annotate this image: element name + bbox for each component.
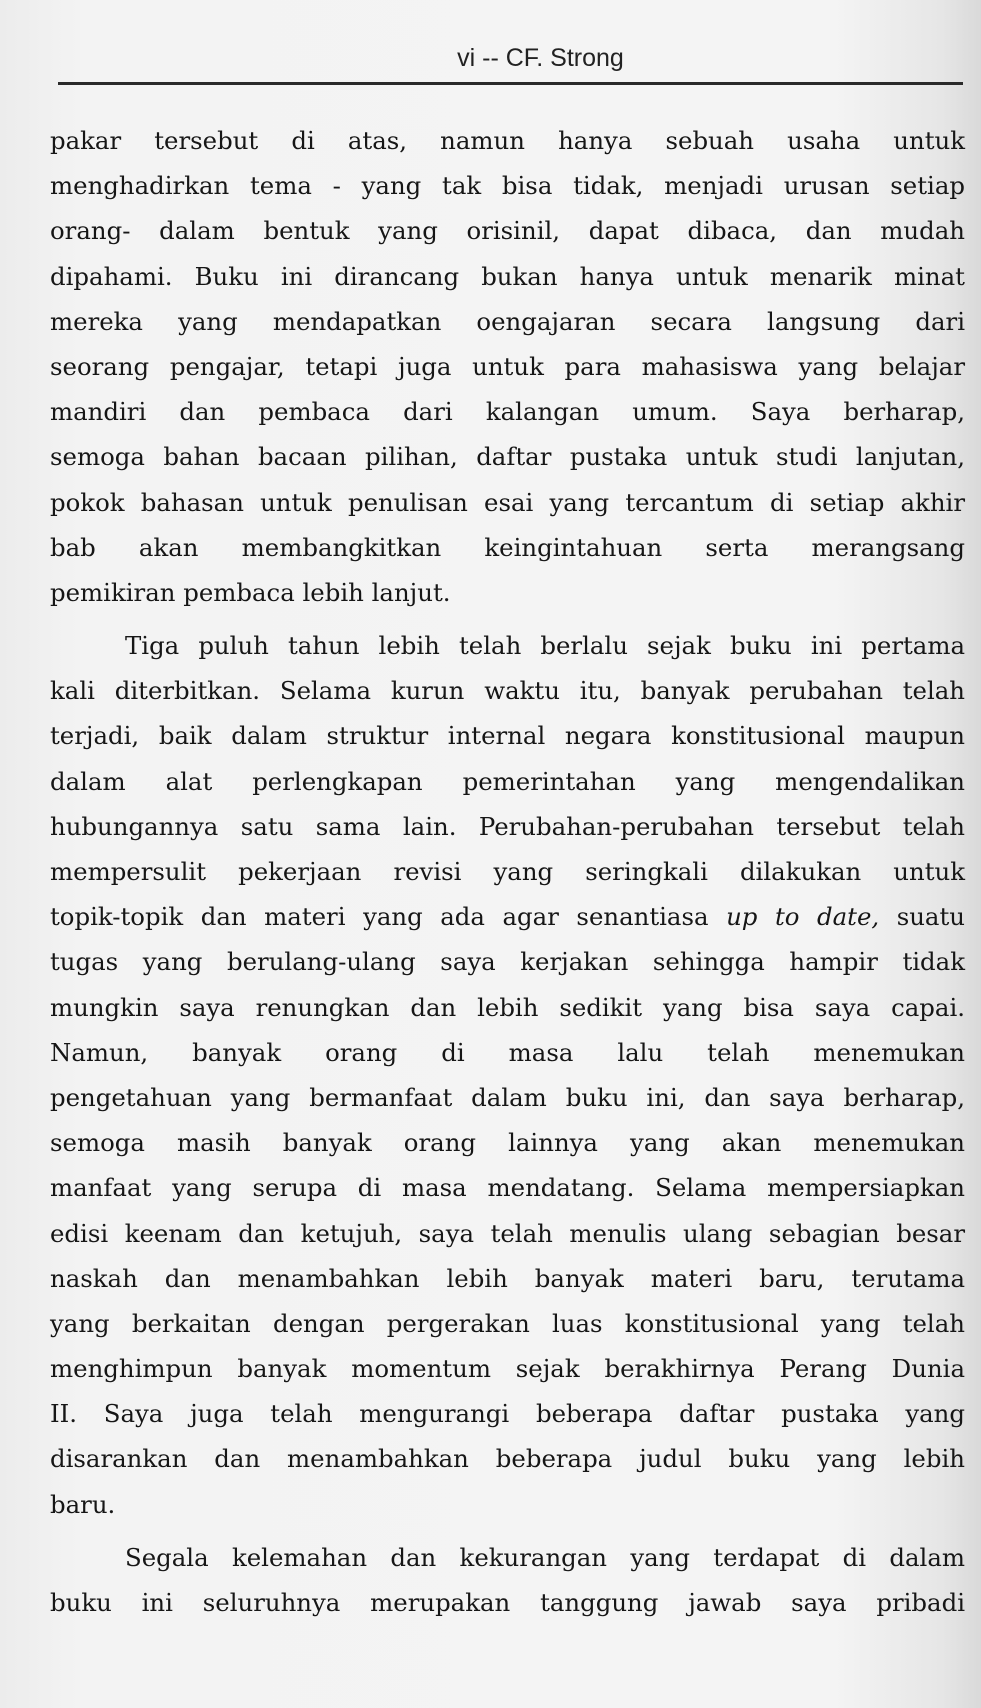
text-line: baru. <box>50 1489 116 1519</box>
text-line: semoga masih banyak orang lainnya yang akan menemukan <box>50 1128 965 1158</box>
text-line: semoga bahan bacaan pilihan, daftar pustaka untuk studi lanjutan, <box>50 442 965 472</box>
body-text <box>50 118 965 1625</box>
text-segment: suatu <box>879 902 965 932</box>
text-line: pengetahuan yang bermanfaat dalam buku ini, dan saya berharap, <box>50 1082 965 1112</box>
text-line: yang berkaitan dengan pergerakan luas konstitusional yang telah <box>50 1308 965 1338</box>
text-line: orang- dalam bentuk yang orisinil, dapat dibaca, dan mudah <box>50 216 965 246</box>
header-rule <box>58 82 963 85</box>
text-line: Segala kelemahan dan kekurangan yang terdapat di dalam <box>125 1542 965 1572</box>
text-line: terjadi, baik dalam struktur internal negara konstitusional maupun <box>50 721 965 751</box>
running-head: vi -- CF. Strong <box>457 44 624 72</box>
text-line: mempersulit pekerjaan revisi yang seringkali dilakukan untuk <box>50 857 965 886</box>
paragraph-gap <box>50 615 965 623</box>
text-line: edisi keenam dan ketujuh, saya telah menulis ulang sebagian besar <box>50 1218 965 1248</box>
text-line: dipahami. Buku ini dirancang bukan hanya untuk menarik minat <box>50 261 965 291</box>
text-line: naskah dan menambahkan lebih banyak materi baru, terutama <box>50 1263 965 1293</box>
text-line: hubungannya satu sama lain. Perubahan-perubahan tersebut telah <box>50 811 965 841</box>
text-line: mereka yang mendapatkan oengajaran secara langsung dari <box>50 306 965 336</box>
text-line: II. Saya juga telah mengurangi beberapa daftar pustaka yang <box>50 1399 965 1429</box>
text-line: pemikiran pembaca lebih lanjut. <box>50 577 451 607</box>
text-line: seorang pengajar, tetapi juga untuk para mahasiswa yang belajar <box>50 351 965 381</box>
paragraph-gap <box>50 1527 965 1535</box>
text-line: mandiri dan pembaca dari kalangan umum. Saya berharap, <box>50 397 965 427</box>
text-segment: topik-topik dan materi yang ada agar senantiasa <box>50 902 727 932</box>
italic-phrase: up to date, <box>726 902 880 932</box>
text-line: mungkin saya renungkan dan lebih sedikit yang bisa saya capai. <box>50 992 965 1022</box>
text-line: pakar tersebut di atas, namun hanya sebuah usaha untuk <box>50 126 965 155</box>
text-line: tugas yang berulang-ulang saya kerjakan sehingga hampir tidak <box>50 947 965 977</box>
text-line: Tiga puluh tahun lebih telah berlalu sejak buku ini pertama <box>125 631 965 661</box>
text-line: dalam alat perlengkapan pemerintahan yang mengendalikan <box>50 766 965 796</box>
text-line: Namun, banyak orang di masa lalu telah menemukan <box>50 1037 965 1067</box>
text-line: disarankan dan menambahkan beberapa judul buku yang lebih <box>50 1444 965 1474</box>
text-line: menghadirkan tema - yang tak bisa tidak, menjadi urusan setiap <box>50 171 965 201</box>
text-line: pokok bahasan untuk penulisan esai yang tercantum di setiap akhir <box>50 487 965 517</box>
text-line-with-italic <box>50 894 965 939</box>
text-line: manfaat yang serupa di masa mendatang. Selama mempersiapkan <box>50 1173 965 1203</box>
text-line: bab akan membangkitkan keingintahuan serta merangsang <box>50 532 965 562</box>
text-line: kali diterbitkan. Selama kurun waktu itu, banyak perubahan telah <box>50 676 965 706</box>
text-line: buku ini seluruhnya merupakan tanggung jawab saya pribadi <box>50 1588 965 1617</box>
text-line: menghimpun banyak momentum sejak berakhirnya Perang Dunia <box>50 1354 965 1384</box>
